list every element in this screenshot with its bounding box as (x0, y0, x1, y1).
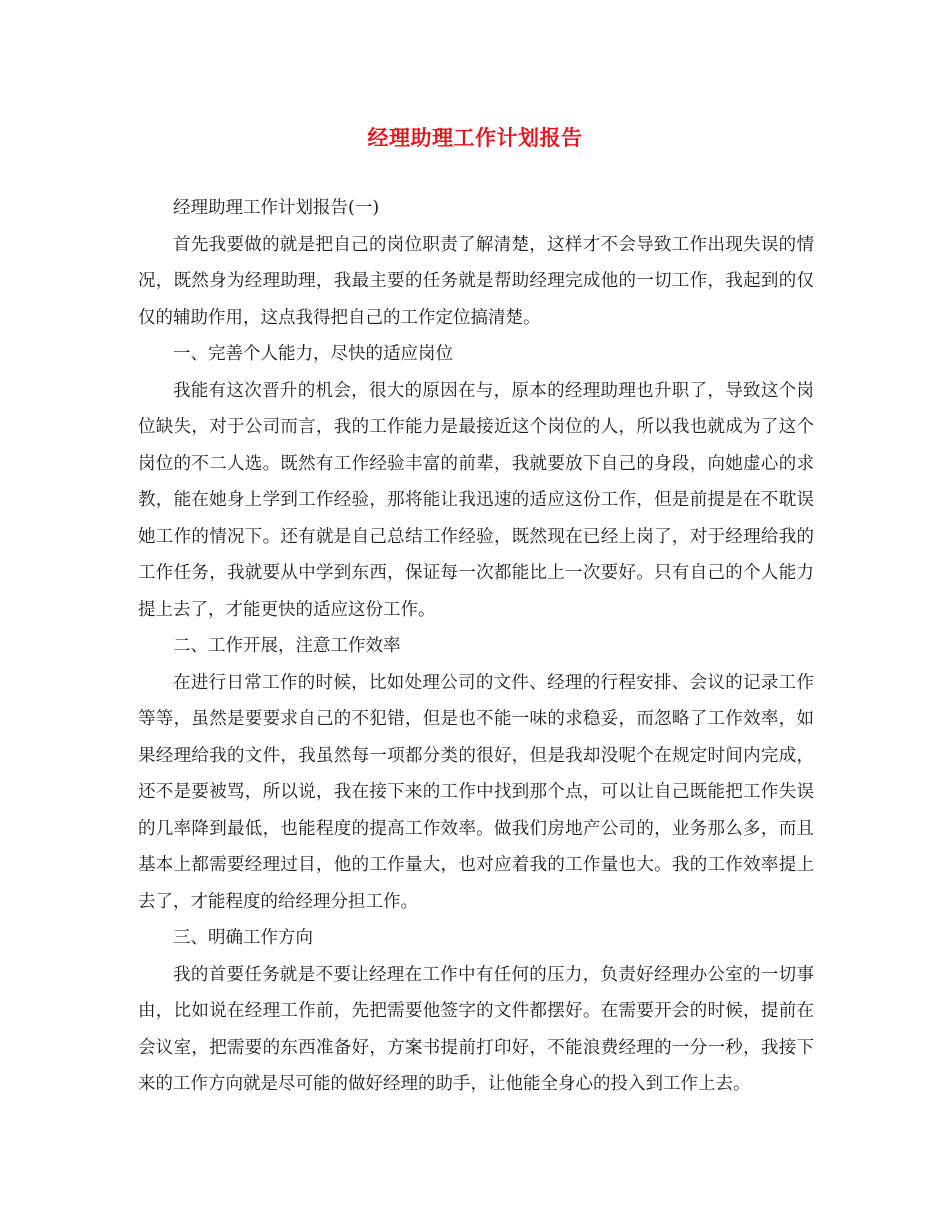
paragraph-section-3: 我的首要任务就是不要让经理在工作中有任何的压力，负责好经理办公室的一切事由，比如说在经理工作前，先把需要他签字的文件都摆好。在需要开会的时候，提前在会议室，把需要的东西准备好，方案书提前打印好，不能浪费经理的一分一秒，我接下来的工作方向就是尽可能的做好经理的助手，让他能全身心的投入到工作上去。 (138, 964, 814, 1094)
paragraph-section-2: 在进行日常工作的时候，比如处理公司的文件、经理的行程安排、会议的记录工作等等，虽然是要要求自己的不犯错，但是也不能一味的求稳妥，而忽略了工作效率，如果经理给我的文件，我虽然每一项都分类的很好，但是我却没呢个在规定时间内完成，还不是要被骂，所以说，我在接下来的工作中找到那个点，可以让自己既能把工作失误的几率降到最低，也能程度的提高工作效率。做我们房地产公司的，业务那么多，而且基本上都需要经理过目，他的工作量大，也对应着我的工作量也大。我的工作效率提上去了，才能程度的给经理分担工作。 (138, 672, 814, 912)
section-heading-3: 三、明确工作方向 (173, 928, 313, 948)
document-body (138, 190, 814, 1103)
section-heading-report: 经理助理工作计划报告(一) (173, 198, 380, 218)
section-heading-1: 一、完善个人能力，尽快的适应岗位 (173, 344, 453, 364)
section-heading-2: 二、工作开展，注意工作效率 (173, 636, 401, 656)
document-title: 经理助理工作计划报告 (367, 125, 583, 150)
paragraph-section-1: 我能有这次晋升的机会，很大的原因在与，原本的经理助理也升职了，导致这个岗位缺失，对于公司而言，我的工作能力是最接近这个岗位的人，所以我也就成为了这个岗位的不二人选。既然有工作经验丰富的前辈，我就要放下自己的身段，向她虚心的求教，能在她身上学到工作经验，那将能让我迅速的适应这份工作，但是前提是在不耽误她工作的情况下。还有就是自己总结工作经验，既然现在已经上岗了，对于经理给我的工作任务，我就要从中学到东西，保证每一次都能比上一次要好。只有自己的个人能力提上去了，才能更快的适应这份工作。 (138, 380, 814, 620)
paragraph-intro: 首先我要做的就是把自己的岗位职责了解清楚，这样才不会导致工作出现失误的情况，既然身为经理助理，我最主要的任务就是帮助经理完成他的一切工作，我起到的仅仅的辅助作用，这点我得把自己的工作定位搞清楚。 (138, 234, 814, 328)
